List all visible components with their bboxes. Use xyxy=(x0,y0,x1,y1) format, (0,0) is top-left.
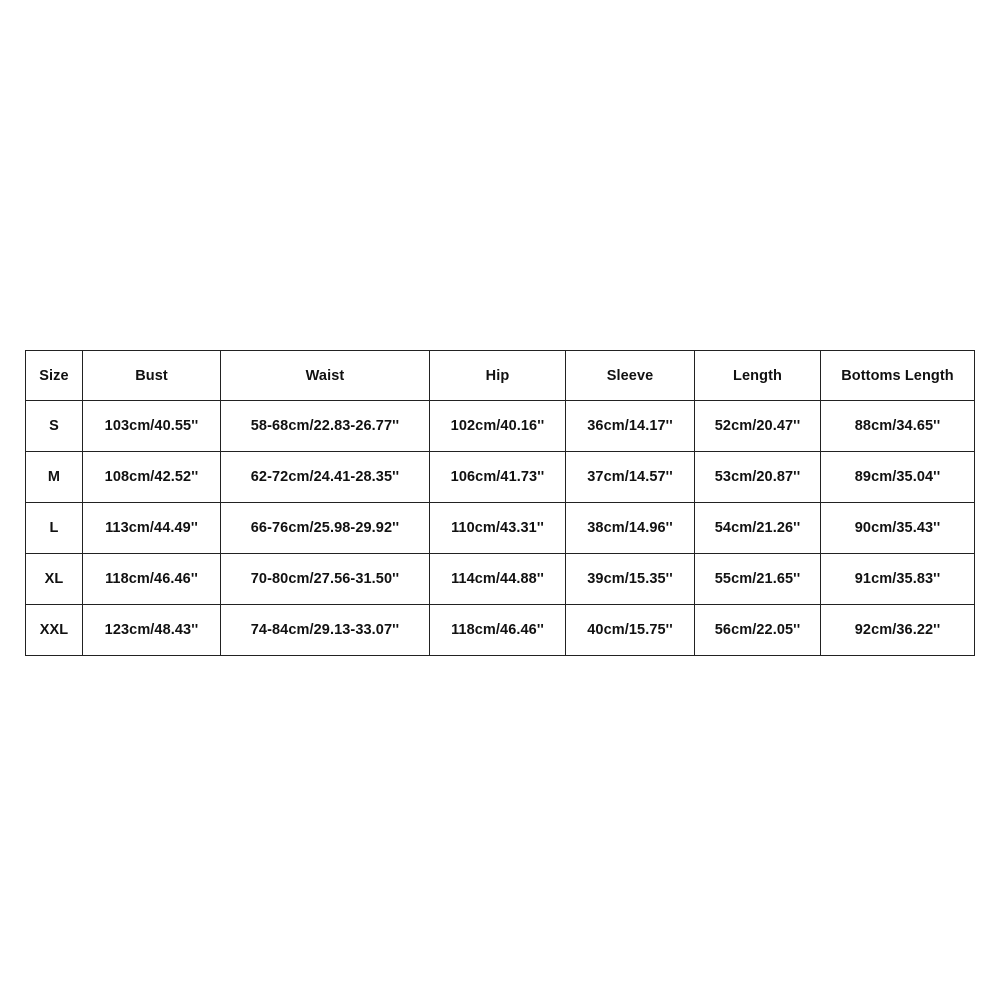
column-header-waist: Waist xyxy=(221,351,430,401)
cell-hip: 102cm/40.16'' xyxy=(430,401,566,452)
table-row xyxy=(26,605,975,656)
cell-length: 54cm/21.26'' xyxy=(695,503,821,554)
size-chart-container xyxy=(25,350,974,656)
column-header-length: Length xyxy=(695,351,821,401)
table-row xyxy=(26,554,975,605)
column-header-sleeve: Sleeve xyxy=(566,351,695,401)
cell-sleeve: 40cm/15.75'' xyxy=(566,605,695,656)
cell-waist: 70-80cm/27.56-31.50'' xyxy=(221,554,430,605)
cell-waist: 66-76cm/25.98-29.92'' xyxy=(221,503,430,554)
cell-sleeve: 36cm/14.17'' xyxy=(566,401,695,452)
cell-hip: 118cm/46.46'' xyxy=(430,605,566,656)
cell-bottoms-length: 90cm/35.43'' xyxy=(821,503,975,554)
column-header-hip: Hip xyxy=(430,351,566,401)
table-row xyxy=(26,401,975,452)
cell-bottoms-length: 92cm/36.22'' xyxy=(821,605,975,656)
table-body xyxy=(26,401,975,656)
table-header-row xyxy=(26,351,975,401)
cell-size: XL xyxy=(26,554,83,605)
cell-waist: 58-68cm/22.83-26.77'' xyxy=(221,401,430,452)
table-row xyxy=(26,503,975,554)
cell-length: 53cm/20.87'' xyxy=(695,452,821,503)
cell-waist: 74-84cm/29.13-33.07'' xyxy=(221,605,430,656)
cell-sleeve: 39cm/15.35'' xyxy=(566,554,695,605)
cell-bust: 108cm/42.52'' xyxy=(83,452,221,503)
column-header-bust: Bust xyxy=(83,351,221,401)
cell-length: 55cm/21.65'' xyxy=(695,554,821,605)
cell-size: S xyxy=(26,401,83,452)
cell-bust: 103cm/40.55'' xyxy=(83,401,221,452)
cell-waist: 62-72cm/24.41-28.35'' xyxy=(221,452,430,503)
column-header-bottoms-length: Bottoms Length xyxy=(821,351,975,401)
cell-bust: 123cm/48.43'' xyxy=(83,605,221,656)
cell-bottoms-length: 89cm/35.04'' xyxy=(821,452,975,503)
cell-length: 52cm/20.47'' xyxy=(695,401,821,452)
cell-hip: 110cm/43.31'' xyxy=(430,503,566,554)
cell-hip: 106cm/41.73'' xyxy=(430,452,566,503)
cell-size: M xyxy=(26,452,83,503)
cell-length: 56cm/22.05'' xyxy=(695,605,821,656)
cell-hip: 114cm/44.88'' xyxy=(430,554,566,605)
table-header xyxy=(26,351,975,401)
cell-sleeve: 37cm/14.57'' xyxy=(566,452,695,503)
cell-sleeve: 38cm/14.96'' xyxy=(566,503,695,554)
size-chart-table xyxy=(25,350,975,656)
column-header-size: Size xyxy=(26,351,83,401)
cell-bust: 118cm/46.46'' xyxy=(83,554,221,605)
cell-bust: 113cm/44.49'' xyxy=(83,503,221,554)
cell-size: L xyxy=(26,503,83,554)
cell-bottoms-length: 88cm/34.65'' xyxy=(821,401,975,452)
cell-size: XXL xyxy=(26,605,83,656)
table-row xyxy=(26,452,975,503)
cell-bottoms-length: 91cm/35.83'' xyxy=(821,554,975,605)
